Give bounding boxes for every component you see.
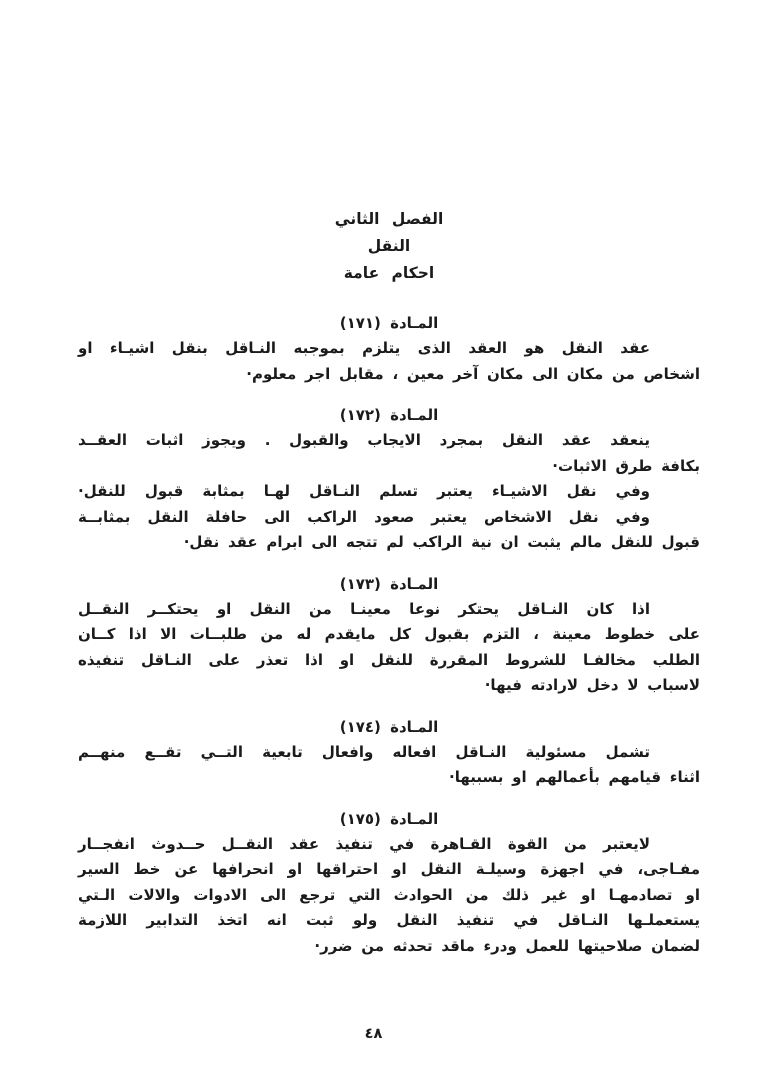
article-175-line-4: يستعملـها النـاقل في تنفيذ النقل ولو ثبت انه اتخذ التدابير اللازمة bbox=[78, 911, 700, 929]
article-174-header: المـادة (١٧٤) bbox=[339, 717, 439, 736]
page-heading bbox=[78, 206, 700, 287]
article-172-line-1: ينعقد عقد النقل بمجرد الايجاب والقبول . ويجوز اثبات العقــد bbox=[78, 431, 650, 449]
article-173-line-4: لاسباب لا دخل لارادته فيها· bbox=[484, 676, 700, 694]
article-174-line-1: تشمل مسئولية النـاقل افعاله وافعال تابعية التــي تقــع منهــم bbox=[78, 742, 650, 761]
article-171 bbox=[78, 310, 700, 387]
article-172-header: المـادة (١٧٢) bbox=[339, 406, 439, 424]
article-175-header: المـادة (١٧٥) bbox=[339, 809, 439, 828]
article-173-line-3: الطلب مخالفـا للشروط المقررة للنقل او اذا تعذر على النـاقل تنفيذه bbox=[78, 650, 700, 669]
article-174 bbox=[78, 714, 700, 791]
article-172-line-5: قبول للنقل مالم يثبت ان نية الراكب لم تتجه الى ابرام عقد نقل· bbox=[183, 533, 700, 551]
article-173 bbox=[78, 571, 700, 699]
article-172-line-2: بكافة طرق الاثبات· bbox=[552, 456, 700, 475]
article-171-header: المـادة (١٧١) bbox=[339, 314, 439, 332]
article-171-line-1: عقد النقل هو العقد الذى يتلزم بموجبه النـاقل بنقل اشيـاء او bbox=[78, 339, 650, 357]
page-number: ٤٨ bbox=[364, 1026, 383, 1042]
article-173-header: المـادة (١٧٣) bbox=[339, 574, 439, 593]
article-175-line-3: او تصادمهـا او غير ذلك من الحوادث التي ترجع الى الادوات والالات الـتي bbox=[78, 885, 700, 904]
article-172-line-4: وفي نقل الاشخاص يعتبر صعود الراكب الى حافلة النقل بمثابــة bbox=[78, 507, 650, 526]
article-172 bbox=[78, 402, 700, 556]
article-175 bbox=[78, 806, 700, 960]
article-171-line-2: اشخاص من مكان الى مكان آخر معين ، مقابل اجر معلوم· bbox=[246, 364, 700, 383]
article-174-line-2: اثناء قيامهم بأعمالهم او بسببها· bbox=[449, 768, 700, 786]
article-172-line-3: وفي نقل الاشيـاء يعتبر تسلم النـاقل لهـا بمثابة قبول للنقل· bbox=[78, 482, 650, 500]
article-175-line-5: لضمان صلاحيتها للعمل ودرء ماقد تحدثه من ضرر· bbox=[314, 936, 700, 955]
article-175-line-2: مفـاجى، في اجهزة وسيلـة النقل او احتراقها او انحرافها عن خط السير bbox=[78, 860, 700, 878]
chapter-title: الفصل الثاني bbox=[334, 210, 444, 228]
subsection-title: احكام عامة bbox=[343, 264, 435, 282]
article-173-line-2: على خطوط معينة ، التزم بقبول كل مايقدم له من طلبــات الا اذا كــان bbox=[78, 625, 700, 643]
article-175-line-1: لايعتبر من القوة القـاهرة في تنفيذ عقد النقــل حــدوث انفجــار bbox=[78, 834, 650, 853]
article-173-line-1: اذا كان النـاقل يحتكر نوعا معينـا من النقل او يحتكــر النقــل bbox=[78, 599, 650, 618]
section-title: النقل bbox=[367, 237, 411, 255]
